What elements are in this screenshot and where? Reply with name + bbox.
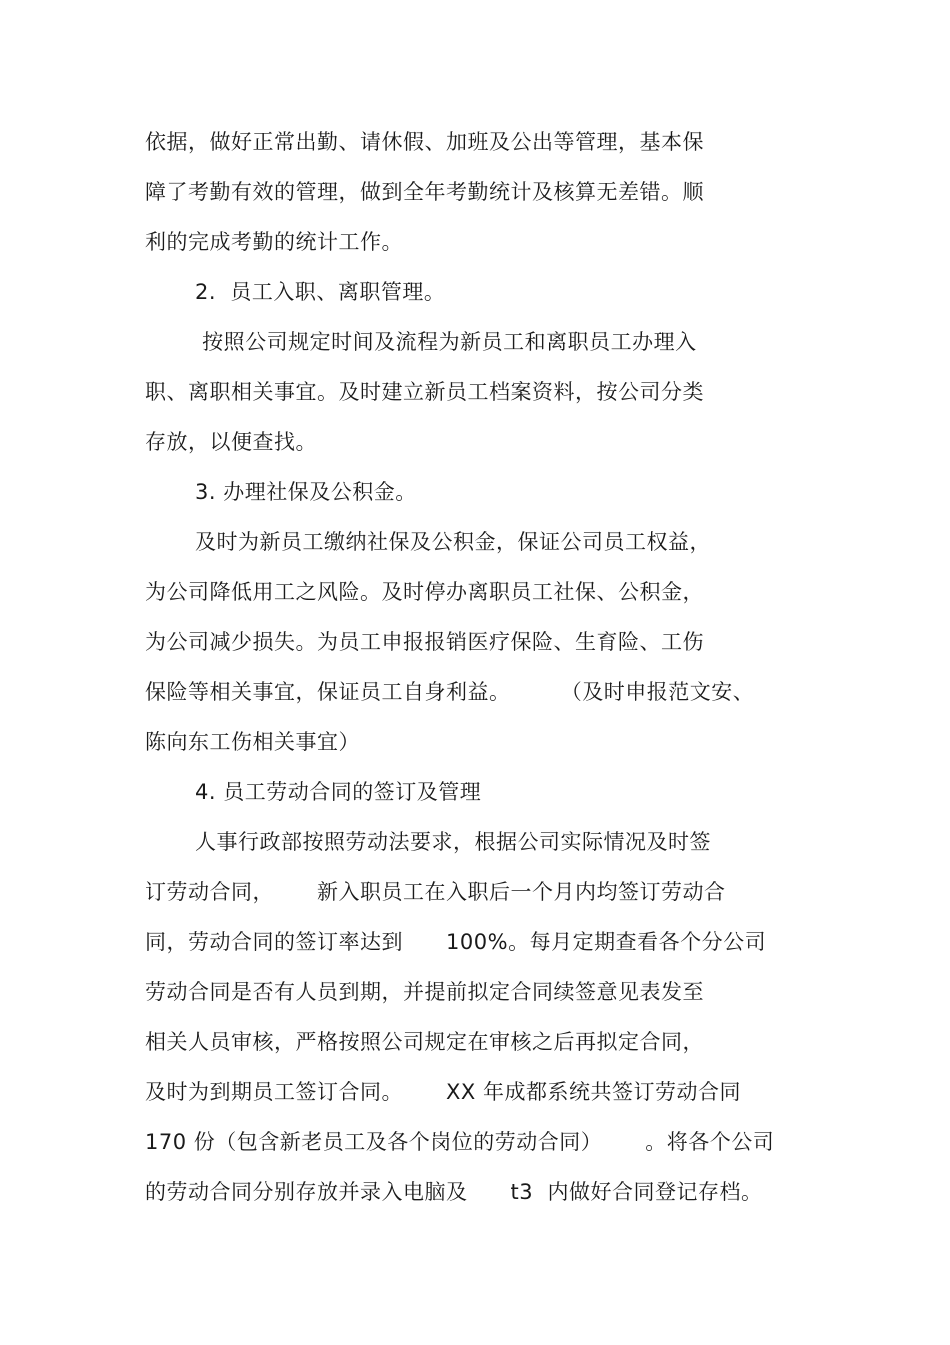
paragraph-line: 陈向东工伤相关事宜）	[145, 730, 360, 754]
paragraph-line: 订劳动合同， 新入职员工在入职后一个月内均签订劳动合	[145, 880, 726, 904]
section-heading: 4. 员工劳动合同的签订及管理	[195, 780, 482, 804]
paragraph-line: 170 份（包含新老员工及各个岗位的劳动合同） 。将各个公司	[145, 1130, 775, 1154]
paragraph-line: 职、离职相关事宜。及时建立新员工档案资料，按公司分类	[145, 380, 704, 404]
paragraph-line: 存放，以便查找。	[145, 430, 317, 454]
paragraph-line: 为公司降低用工之风险。及时停办离职员工社保、公积金，	[145, 580, 704, 604]
paragraph-line: 依据，做好正常出勤、请休假、加班及公出等管理，基本保	[145, 130, 704, 154]
paragraph-line: 同，劳动合同的签订率达到 100%。每月定期查看各个分公司	[145, 930, 767, 954]
paragraph-line: 按照公司规定时间及流程为新员工和离职员工办理入	[195, 330, 697, 354]
paragraph-line: 障了考勤有效的管理，做到全年考勤统计及核算无差错。顺	[145, 180, 704, 204]
paragraph-line: 及时为到期员工签订合同。 XX 年成都系统共签订劳动合同	[145, 1080, 741, 1104]
section-heading: 2. 员工入职、离职管理。	[195, 280, 446, 304]
paragraph-line: 相关人员审核，严格按照公司规定在审核之后再拟定合同，	[145, 1030, 704, 1054]
paragraph-line: 的劳动合同分别存放并录入电脑及 t3 内做好合同登记存档。	[145, 1180, 763, 1204]
paragraph-line: 保险等相关事宜，保证员工自身利益。 （及时申报范文安、	[145, 680, 755, 704]
paragraph-line: 利的完成考勤的统计工作。	[145, 230, 403, 254]
paragraph-line: 及时为新员工缴纳社保及公积金，保证公司员工权益，	[195, 530, 711, 554]
paragraph-line: 人事行政部按照劳动法要求，根据公司实际情况及时签	[195, 830, 711, 854]
paragraph-line: 为公司减少损失。为员工申报报销医疗保险、生育险、工伤	[145, 630, 704, 654]
paragraph-line: 劳动合同是否有人员到期，并提前拟定合同续签意见表发至	[145, 980, 704, 1004]
section-heading: 3. 办理社保及公积金。	[195, 480, 417, 504]
